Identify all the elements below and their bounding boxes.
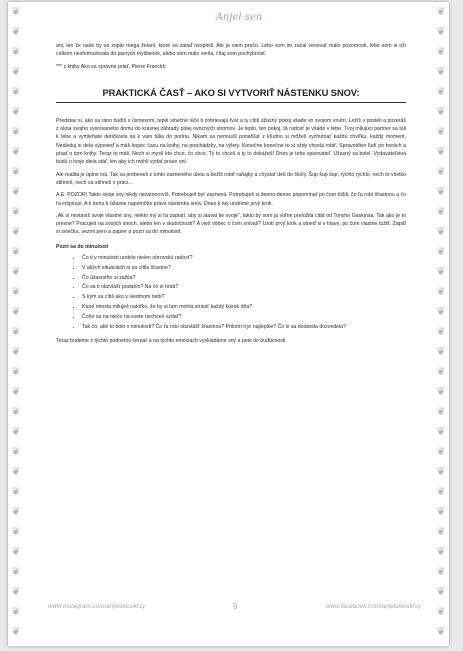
document-page xyxy=(8,2,449,646)
closing-paragraph: Teraz budeme z týchto podnetov čerpať a na týchto emóciach vyskladáme sny a pele do budúcnosti. xyxy=(56,337,287,344)
body-paragraph: Ale realita je úplne iná. Tak sa preberieš z tohto zasneného úletu a bežíš robiť raňajky a chystať deti do školy. Šup šup šup, rýchlo rýchlo, nech to všetko stihneš, nech sa stihneš v práci... xyxy=(56,171,406,186)
list-item: • Čo sa ti obzvlášť podarilo? Na čo si hrdá? xyxy=(82,283,406,291)
question-list xyxy=(56,254,406,331)
list-item: • Ktoré miesta miluješ natoľko, že by si tam mohla stráviť každý kúsok dňa? xyxy=(82,303,406,311)
facebook-link[interactable]: www.facebook.com/anjelskesikrsy xyxy=(325,603,421,610)
list-item: • V akých situáciách si sa cítila šťastne? xyxy=(82,264,406,272)
intro-paragraph: ani, len že naše by sa zopár mega želaní, ktoré sa zatiaľ nesplnili. Ale ja viem prečo. Lebo som im začal venovať málo pozornosti, lebo som si ich celkom nesformulovala do jasných myšlienok, alebo som málo verila, čítaj som pochybnosť. xyxy=(56,43,406,58)
page-number: 9 xyxy=(233,602,238,611)
section-heading: PRAKTICKÁ ČASŤ – AKO SI VYTVORIŤ NÁSTENKU SNOV: xyxy=(56,87,406,103)
subheading: Pozri sa do minulosti xyxy=(56,243,109,250)
instagram-link[interactable]: www.instagram.com/anjelskesikrsy xyxy=(48,603,146,610)
list-item: • S kým sa cítiš ako v siedmom nebi? xyxy=(82,293,406,301)
left-floral-ornament-icon: ❦ ❦ ❦ ❦ ❦ ❦ ❦ ❦ ❦ ❦ ❦ ❦ ❦ ❦ ❦ ❦ ❦ ❦ ❦ ❦ ❦ ❦ ❦ ❦ ❦ ❦ ❦ ❦ ❦ ❦ ❦ ❦ xyxy=(11,6,21,638)
list-item: • Čo ti v minulosti urobilo nielen obrovskú radosť? xyxy=(82,254,406,262)
header-logo: Anjel sen xyxy=(215,12,263,23)
list-item: • Čo úžasného si zažila? xyxy=(82,274,406,282)
body-paragraph: A.E. POZOR! Takto svoje sny nikdy nezamorovíš. Potrebuješ byť zasnená. Potrebuješ si denno-denne pripomínať po čom túžiš, čo ťa robí šťastnou a čo ťa inšpiruje. A k tomu ti úžasne napomôže práve nástenka snov. Dnes k nej urobíme prvý krok. xyxy=(56,192,406,207)
intro-source: *** z knihy Ako sa správne priať, Pierre Franckh xyxy=(56,63,166,70)
list-item: • Tak čo, aké to bolo v minulosti? Čo ťa robí obzvlášť šťastnou? Prikom ti je najlepšie? Čo si sa doobeda dozvedela? xyxy=(82,323,406,331)
body-paragraph: Predstav si, ako sa ráno budíš s úsmevom, teplé slnečné lúče ti zohrievajú tvár a ty cítiš úžasný pokoj všade vo svojom vnútri. Ležíš v posteli a pozeráš z okna svojho vysnívaného domu do krásnej záhrady plnej ovocných stromov. Je teplo, ten pokoj, tá radosť je všade v tebe. Tvoj milujúci partner sa túli k tebe a vymieňate detičkovia sa k vám túlia do porinu. Nikam sa nemusíš ponáhľať z kľudno si môžeš vychutnať každú chvíľku, každý moment. Nesleduj si dela výpoveď a máš kopec času na knihy, na prechádzky, na výlety. Konečne konečne to si vždy chcela robiť. Spravodlivo ľudí po horách a písať o tom knihy. Teraz to máš. Nech si myslí kto chce, čo chce. Ty to chceš a ty to dokážeš! Dnes je tebe spisovateľ. Úžasný sa bolel. Vydavateľstvá budú o tvoje diela stáť, len aby ich mohli vydať práve oni. xyxy=(56,117,406,166)
document-body xyxy=(56,42,406,349)
body-paragraph: „Ak si nestavíš svoje vlastné sny, niekto iný si ťa zaplatí, aby si staval tie svoje", takto by som ja voľne preložila citát od Tonyho Gaskinsa. Tak ako je to presne? Pracuješ na svojich snoch, alebo len v skutočnosti? A vieš vôbec o čom snívaš? Urob prvý krok a utrieď si v hlave, po čom vlastne túžiš. Zapáľ si sviečku, vezmi pero a papier a pozri sa do minulosti: xyxy=(56,212,406,236)
list-item: • Čoho sa na niečo na svete nechceš vzdať? xyxy=(82,313,406,321)
right-floral-ornament-icon: ❦ ❦ ❦ ❦ ❦ ❦ ❦ ❦ ❦ ❦ ❦ ❦ ❦ ❦ ❦ ❦ ❦ ❦ ❦ ❦ ❦ ❦ ❦ ❦ ❦ ❦ ❦ ❦ ❦ ❦ ❦ ❦ xyxy=(436,6,446,638)
